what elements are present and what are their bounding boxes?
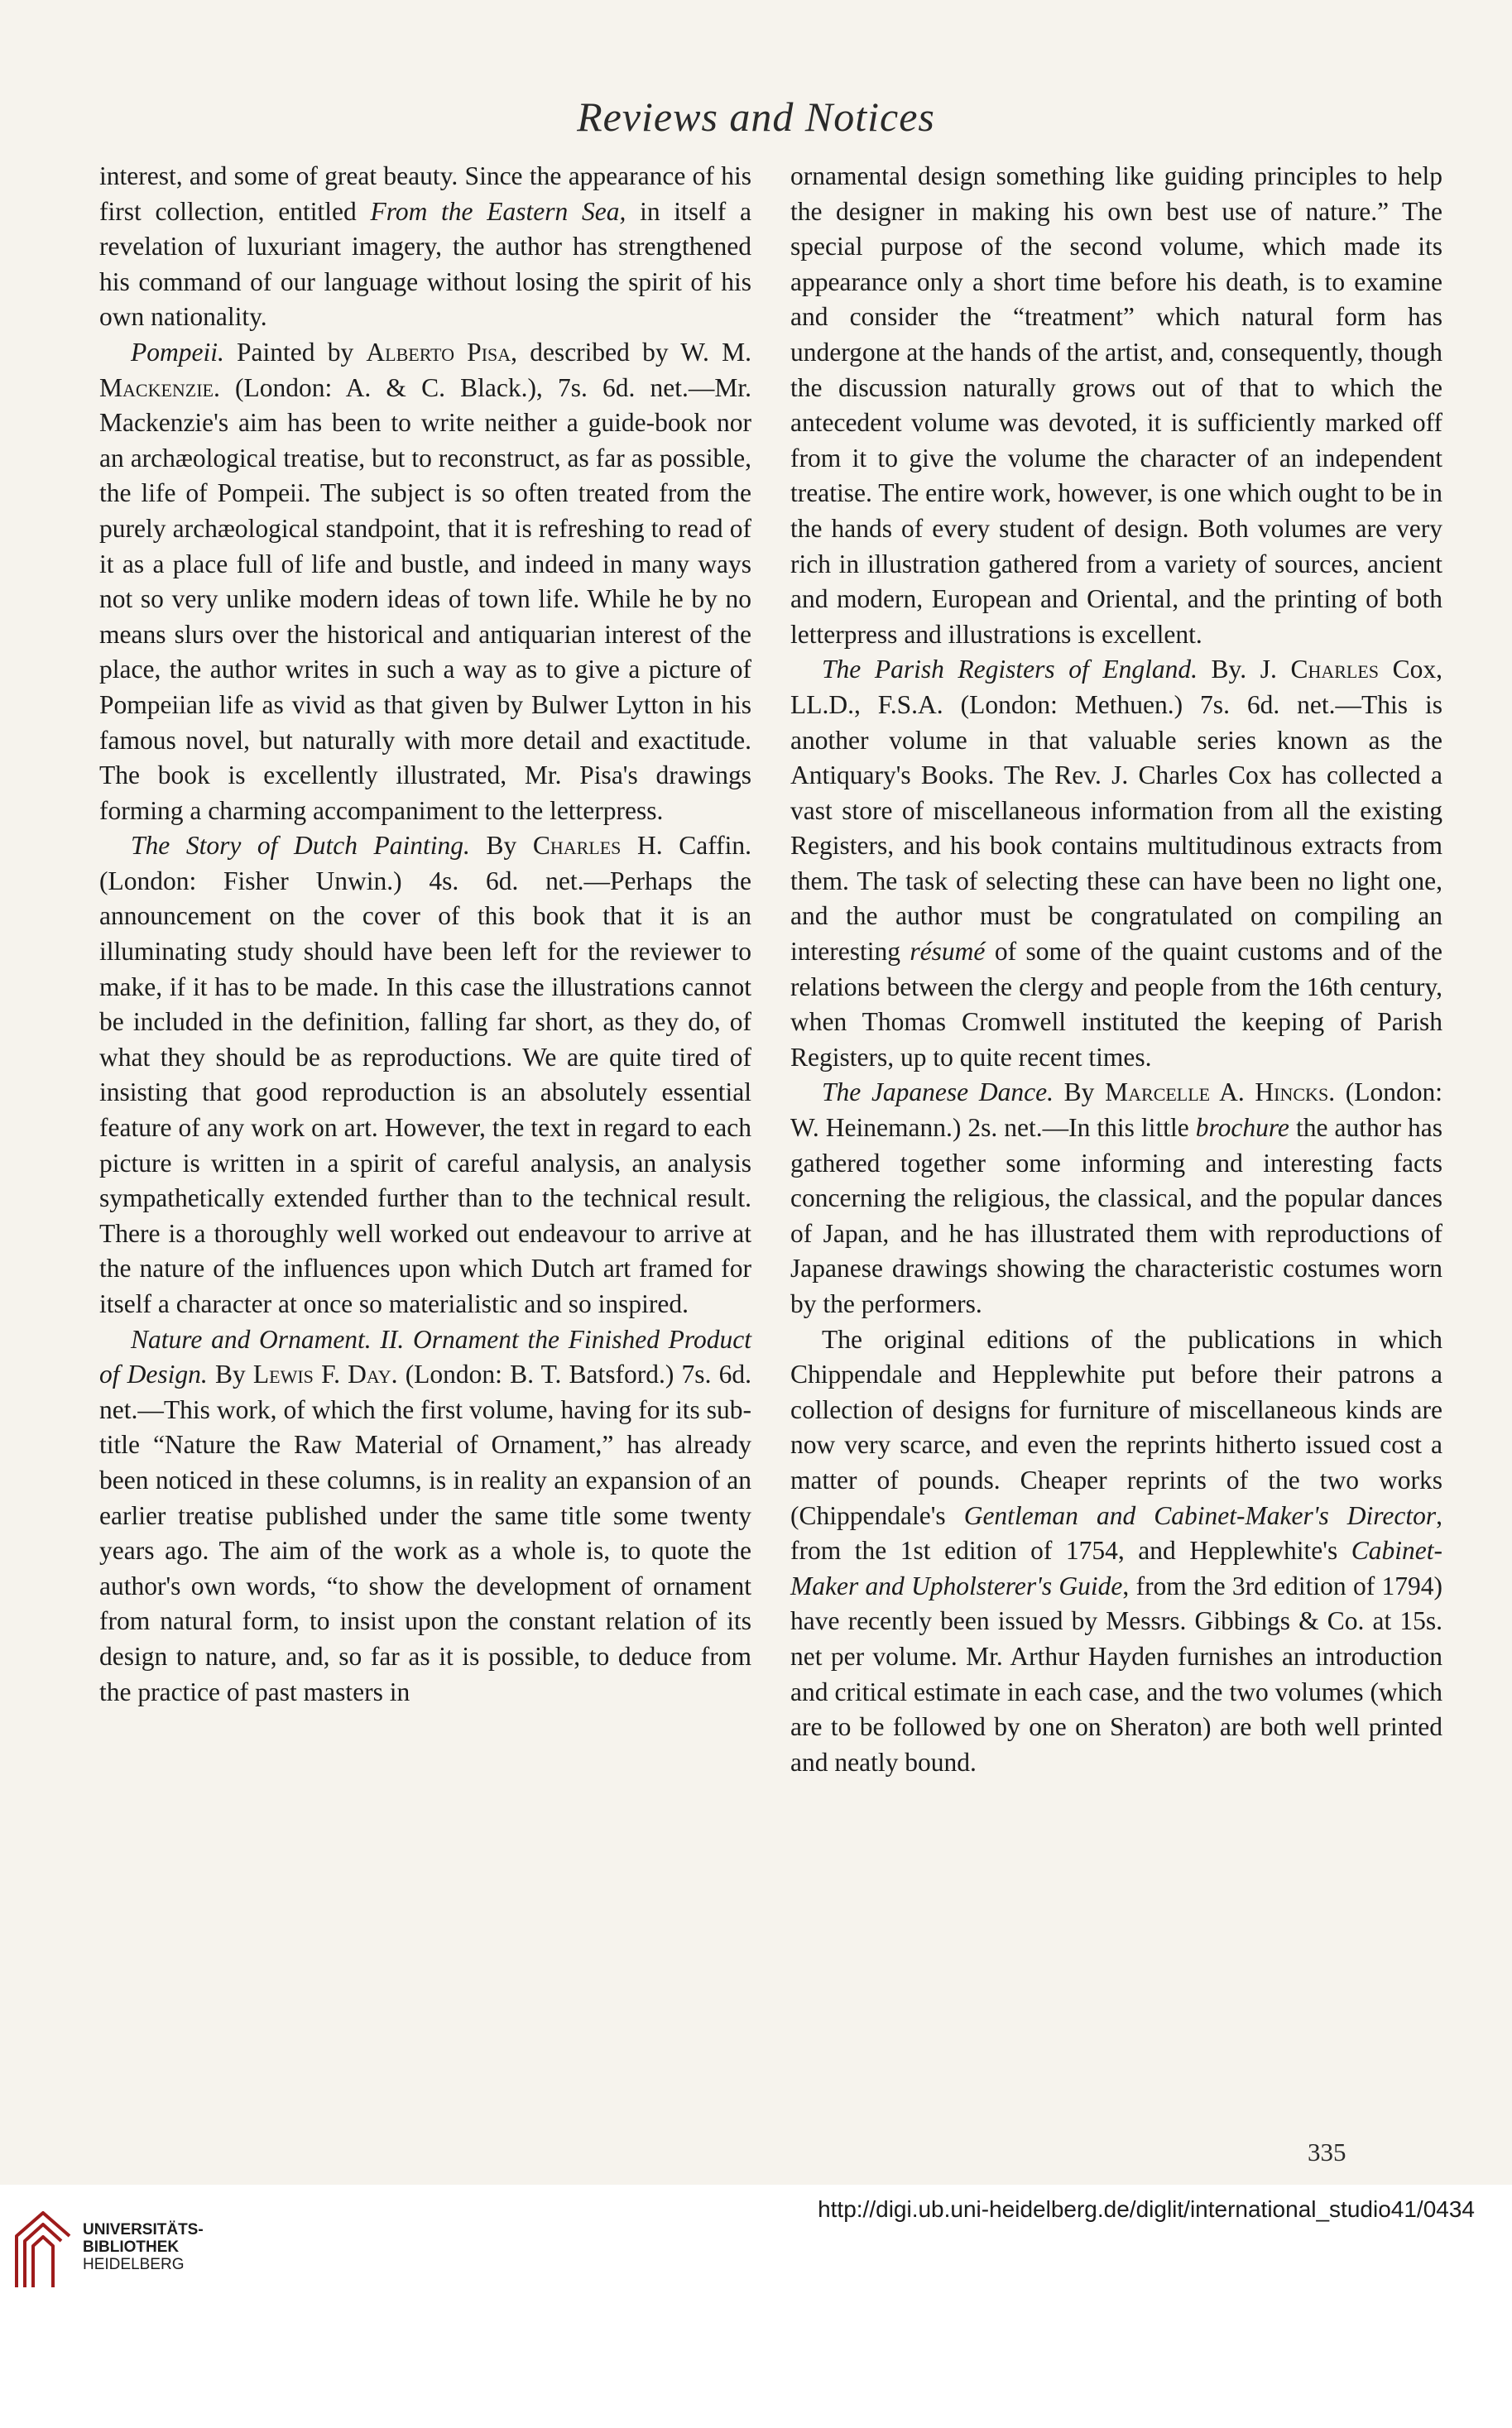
book-title: The Parish Registers of England.	[822, 655, 1198, 684]
paragraph-intro: interest, and some of great beauty. Since the appearance of his first collection, entitled From the Eastern Sea, in itself a revelation of luxuriant imagery, the author has strengthened his command of our language without losing the spirit of his own nationality.	[99, 161, 751, 332]
book-title: The Japanese Dance.	[822, 1077, 1054, 1107]
source-url-link[interactable]: http://digi.ub.uni-heidelberg.de/diglit/international_studio41/0434	[818, 2196, 1475, 2222]
book-title: Cabinet-Maker and Upholsterer's Guide	[790, 1536, 1442, 1600]
review-pompeii: Pompeii. Painted by Alberto Pisa, described by W. M. Mackenzie. (London: A. & C. Black.), 7s. 6d. net.—Mr. Mackenzie's aim has been to write neither a guide-book nor an archæological treatise, but to reconstruct, as far as possible, the life of Pompeii. The subject is so often treated from the purely archæological standpoint, that it is refreshing to read of it as a place full of life and bustle, and indeed in many ways not so very unlike modern ideas of town life. While he by no means slurs over the historical and antiquarian interest of the place, the author writes in such a way as to give a picture of Pompeiian life as vivid as that given by Bulwer Lytton in his famous novel, but naturally with more detail and exactitude. The book is excellently illustrated, Mr. Pisa's drawings forming a charming accompaniment to the letterpress.	[99, 337, 751, 825]
library-name: UNIVERSITÄTS- BIBLIOTHEK HEIDELBERG	[83, 2221, 204, 2273]
review-dutch-painting: The Story of Dutch Painting. By Charles H. Caffin. (London: Fisher Unwin.) 4s. 6d. net.—Perhaps the announcement on the cover of this book that it is an illuminating study should have been left for the reviewer to make, if it has to be made. In this case the illustrations cannot be included in the definition, falling far short, as they do, of what they should be as reproductions. We are quite tired of insisting that good reproduction is an absolutely essential feature of any work on art. However, the text in regard to each picture is written in a spirit of careful analysis, an analysis sympathetically extended further than to the technical result. There is a thoroughly well worked out endeavour to arrive at the nature of the influences upon which Dutch art framed for itself a character at once so materialistic and so inspired.	[99, 831, 751, 1318]
author-name: Alberto Pisa	[366, 337, 511, 367]
author-name: Mackenzie	[99, 372, 214, 402]
page-number: 335	[1308, 2138, 1346, 2166]
book-title: Gentleman and Cabinet-Maker's Director	[963, 1500, 1437, 1530]
author-name: Lewis F. Day	[252, 1360, 391, 1389]
book-title: Pompeii.	[131, 337, 224, 367]
author-name: Charles	[532, 831, 622, 861]
author-name: Marcelle A. Hincks	[1105, 1077, 1329, 1107]
author-name: Charles	[1290, 655, 1380, 684]
review-nature-ornament: Nature and Ornament. II. Ornament the Finished Product of Design. By Lewis F. Day. (London: B. T. Batsford.) 7s. 6d. net.—This work, of which the first volume, having for its sub-title “Nature the Raw Material of Ornament,” has already been noticed in these columns, is in reality an expansion of an earlier treatise published under the same title some twenty years ago. The aim of the work as a whole is, to quote the author's own words, “to show the development of ornament from natural form, to insist upon the constant relation of its design to nature, and, so far as it is possible, to deduce from the practice of past masters in	[99, 1324, 751, 1706]
review-parish-registers: The Parish Registers of England. By. J. Charles Cox, LL.D., F.S.A. (London: Methuen.) 7s. 6d. net.—This is another volume in that valuable series known as the Antiquary's Books. The Rev. J. Charles Cox has collected a vast store of miscellaneous information from all the existing Registers, and his book contains multitudinous extracts from them. The task of selecting these can have been no light one, and the author must be congratulated on compiling an interesting résumé of some of the quaint customs and of the relations between the clergy and people from the 16th century, when Thomas Cromwell instituted the keeping of Parish Registers, up to quite recent times.	[790, 655, 1443, 1072]
right-column	[790, 159, 1442, 1780]
book-title: Nature and Ornament. II. Ornament the Finished Product of Design.	[99, 1324, 751, 1389]
book-title: From the Eastern Sea,	[370, 196, 626, 226]
paragraph-continuation: ornamental design something like guiding principles to help the designer in making his own best use of nature.” The special purpose of the second volume, which made its appearance only a short time before his death, is to examine and consider the “treatment” which natural form has undergone at the hands of the artist, and, consequently, though the discussion naturally grows out of that to which the antecedent volume was devoted, it is sufficiently marked off from it to give the volume the character of an independent treatise. The entire work, however, is one which ought to be in the hands of every student of design. Both volumes are very rich in illustration gathered from a variety of sources, ancient and modern, European and Oriental, and the printing of both letterpress and illustrations is excellent.	[790, 161, 1442, 649]
digitization-footer	[0, 2185, 1512, 2428]
review-japanese-dance: The Japanese Dance. By Marcelle A. Hincks. (London: W. Heinemann.) 2s. net.—In this little brochure the author has gathered together some informing and interesting facts concerning the religious, the classical, and the popular dances of Japan, and he has illustrated them with reproductions of Japanese drawings showing the characteristic costumes worn by the performers.	[790, 1077, 1442, 1318]
book-title: The Story of Dutch Painting.	[131, 831, 470, 861]
running-title: Reviews and Notices	[577, 94, 935, 140]
library-logo-icon	[12, 2208, 76, 2291]
review-chippendale-reprints: The original editions of the publications in which Chippendale and Hepplewhite put before their patrons a collection of designs for furniture of miscellaneous kinds are now very scarce, and even the reprints hitherto issued cost a matter of pounds. Cheaper reprints of the two works (Chippendale's Gentleman and Cabinet-Maker's Director, from the 1st edition of 1754, and Hepplewhite's Cabinet-Maker and Upholsterer's Guide, from the 3rd edition of 1794) have recently been issued by Messrs. Gibbings & Co. at 15s. net per volume. Mr. Arthur Hayden furnishes an introduction and critical estimate in each case, and the two volumes (which are to be followed by one on Sheraton) are both well printed and neatly bound.	[790, 1324, 1442, 1777]
left-column	[99, 159, 751, 1710]
